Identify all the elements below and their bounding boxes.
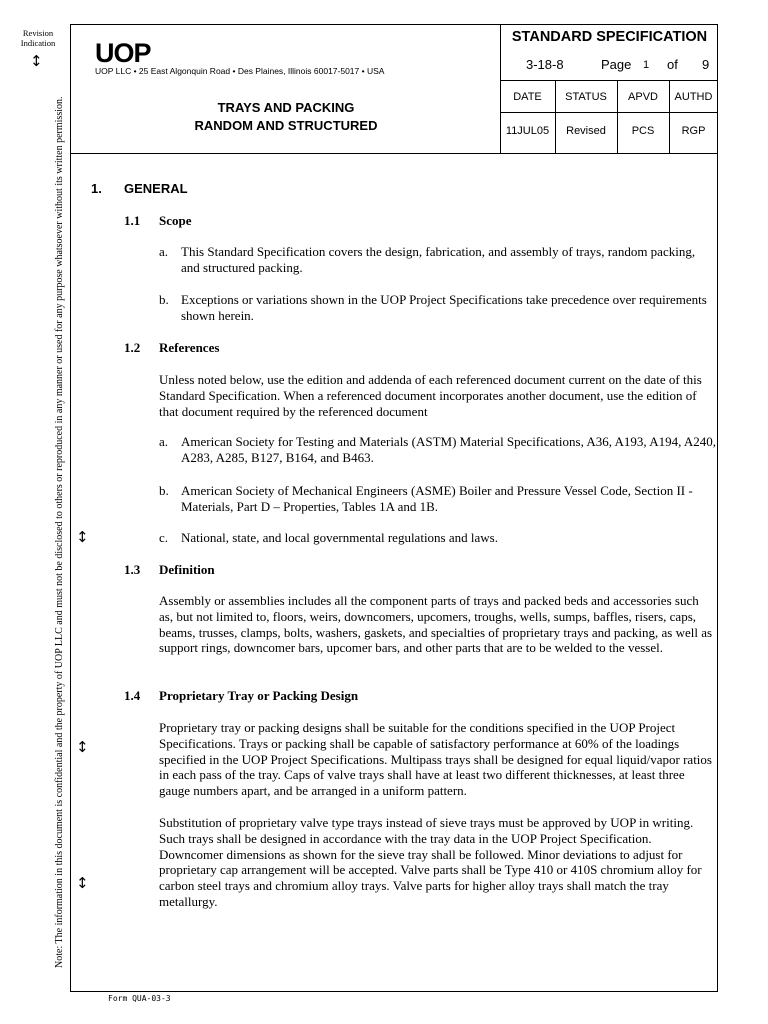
- table-value-status: Revised: [566, 125, 606, 137]
- table-header-status: STATUS: [565, 91, 607, 103]
- revision-arrow-icon: ↕: [76, 528, 89, 546]
- list-item-text: American Society of Mechanical Engineers (ASME) Boiler and Pressure Vessel Code, Section II - Materials, Part D – Properties, Tables 1A and 1B.: [181, 483, 693, 514]
- subsection-number: 1.2: [124, 340, 141, 355]
- revision-indication-label: Revision Indication: [20, 28, 56, 48]
- revision-arrow-icon: ↕: [30, 52, 43, 70]
- of-label: of: [667, 57, 678, 72]
- page-number: 1: [643, 59, 650, 71]
- list-item-text: National, state, and local governmental regulations and laws.: [181, 530, 498, 545]
- header-divider: [500, 112, 718, 113]
- doc-number: 3-18-8: [526, 57, 564, 72]
- list-marker: a.: [159, 434, 169, 449]
- confidentiality-note: Note: The information in this document is confidential and the property of UOP LLC and must not be disclosed to others or reproduced in any manner or used for any purpose whatsoever without its written permission.: [54, 96, 65, 968]
- table-header-date: DATE: [513, 91, 542, 103]
- list-item-text: American Society for Testing and Materials (ASTM) Material Specifications, A36, A193, A194, A240, A283, A285, B127, B164, and B463.: [181, 434, 717, 465]
- table-header-authd: AUTHD: [674, 91, 713, 103]
- document-title-line2: RANDOM AND STRUCTURED: [194, 118, 378, 133]
- subsection-number: 1.1: [124, 213, 141, 228]
- table-value-authd: RGP: [681, 125, 706, 137]
- paragraph: Proprietary tray or packing designs shall be suitable for the conditions specified in the UOP Project Specifications. Trays or packing shall be capable of satisfactory performance at 60% of the loadings specified in the UOP Project Specifications. Multipass trays shall be designed for equal liquid/vapor ratios in each pass of the tray. Caps of valve trays shall have at least two different thicknesses, at least three gauge numbers apart, and be arranged in a uniform pattern.: [159, 720, 712, 799]
- header-divider: [70, 153, 718, 154]
- subsection-title: References: [159, 340, 220, 355]
- form-id: Form QUA-03-3: [108, 994, 171, 1003]
- revision-arrow-icon: ↕: [76, 874, 89, 892]
- table-header-apvd: APVD: [628, 91, 658, 103]
- list-marker: b.: [159, 292, 169, 307]
- uop-logo: UOP: [95, 38, 151, 68]
- header-divider: [500, 80, 718, 81]
- list-marker: c.: [159, 530, 169, 545]
- company-address: UOP LLC • 25 East Algonquin Road • Des Plaines, Illinois 60017-5017 • USA: [95, 66, 385, 76]
- paragraph: Assembly or assemblies includes all the component parts of trays and packed beds and accessories such as, but not limited to, floors, weirs, downcomers, upcomers, troughs, wells, sumps, baffles, risers, caps, beams, trusses, clamps, bolts, washers, gaskets, and specialties of proprietary trays and packing, as well as support rings, downcomer bars, upcomer bars, and other parts that are to be welded to the vessel.: [159, 593, 713, 656]
- subsection-number: 1.4: [124, 688, 141, 703]
- document-title-line1: TRAYS AND PACKING: [217, 100, 355, 115]
- spec-label: STANDARD SPECIFICATION: [511, 29, 708, 45]
- list-item-text: This Standard Specification covers the design, fabrication, and assembly of trays, random packing, and structured packing.: [181, 244, 696, 275]
- list-marker: a.: [159, 244, 169, 259]
- subsection-title: Definition: [159, 562, 215, 577]
- subsection-number: 1.3: [124, 562, 141, 577]
- list-item-text: Exceptions or variations shown in the UOP Project Specifications take precedence over requirements shown herein.: [181, 292, 707, 323]
- table-value-date: 11JUL05: [505, 125, 550, 137]
- page-label: Page: [601, 57, 632, 72]
- paragraph: Unless noted below, use the edition and addenda of each referenced document current on the date of this Standard Specification. When a referenced document incorporates another document, use the edition of that document required by the referenced document: [159, 372, 702, 419]
- section-title: GENERAL: [124, 181, 188, 196]
- table-value-apvd: PCS: [631, 125, 655, 137]
- revision-arrow-icon: ↕: [76, 738, 89, 756]
- subsection-title: Scope: [159, 213, 192, 228]
- total-pages: 9: [702, 57, 710, 72]
- paragraph: Substitution of proprietary valve type trays instead of sieve trays must be approved by UOP in writing. Such trays shall be designed in accordance with the tray data in the UOP Project Specification. Downcomer dimensions as shown for the sieve tray shall be followed. Minor deviations to adjust for proprietary cap arrangement will be accepted. Valve parts shall be Type 410 or 410S chromium alloy for carbon steel trays and chromium alloy trays. Valve parts for higher alloy trays shall match the tray metallurgy.: [159, 815, 702, 909]
- list-marker: b.: [159, 483, 169, 498]
- section-number: 1.: [91, 181, 102, 196]
- subsection-title: Proprietary Tray or Packing Design: [159, 688, 359, 703]
